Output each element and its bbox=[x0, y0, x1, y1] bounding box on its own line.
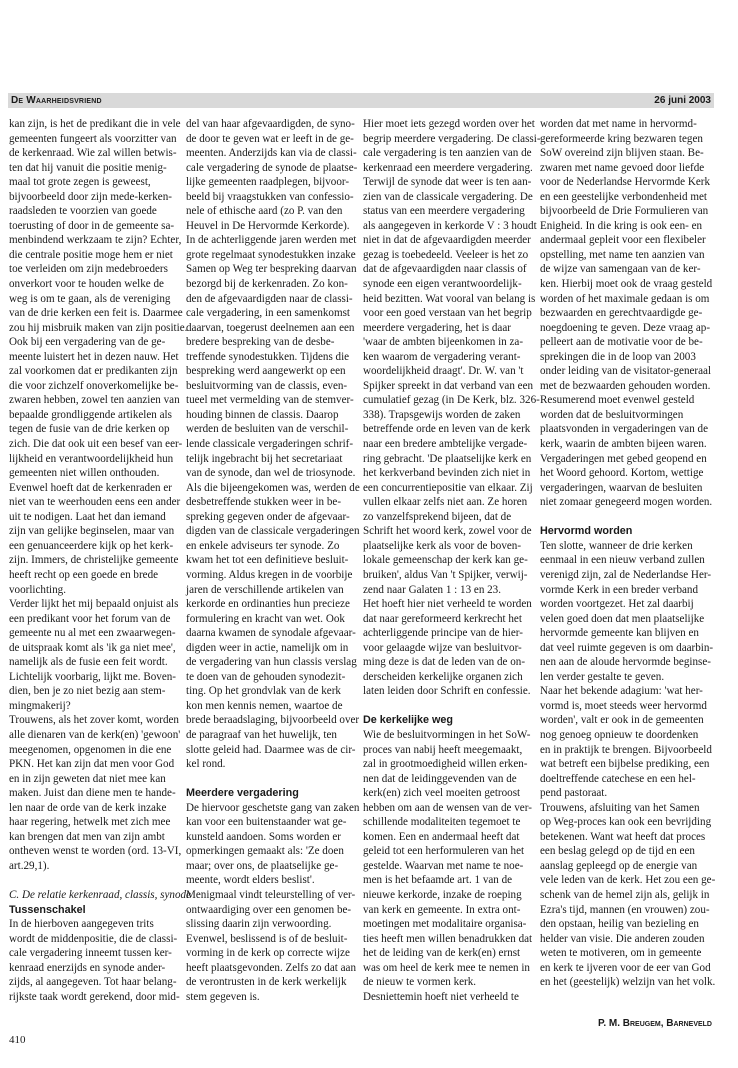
text-line: nog genoeg opnieuw te doordenken bbox=[540, 728, 699, 741]
text-line: voor een goed verstaan van het begrip bbox=[363, 307, 532, 320]
text-line: kenraad enerzijds en synode ander- bbox=[9, 961, 166, 974]
text-line: Enigheid. In die kring is ook een- en bbox=[540, 219, 703, 232]
text-line: men is het befaamde art. 1 van de bbox=[363, 874, 513, 887]
text-line: achterliggende principe van de hier- bbox=[363, 627, 523, 640]
text-line: nen dat de leidinggevenden van de bbox=[363, 772, 517, 785]
text-line: kan zijn, is het de predikant die in vele bbox=[9, 118, 181, 130]
text-line: Hier moet iets gezegd worden over het bbox=[363, 118, 535, 130]
text-line: stem gegeven is. bbox=[186, 990, 260, 1003]
text-line: Verder lijkt het mij bepaald onjuist als bbox=[9, 598, 179, 611]
text-line: het de leiding van de kerk(en) ernst bbox=[363, 947, 521, 960]
text-line: Evenwel, beslissend is of de besluit- bbox=[186, 932, 348, 945]
text-line: betekenen. Want wat heeft dat proces bbox=[540, 830, 706, 843]
text-line: Ook bij een vergadering van de ge- bbox=[9, 336, 166, 349]
text-line: Het hoeft hier niet verheeld te worden bbox=[363, 598, 532, 611]
text-line: op Weg-proces kan ook een bevrijding bbox=[540, 816, 712, 829]
text-line: en in praktijk te brengen. Bijvoorbeeld bbox=[540, 743, 712, 756]
section-heading: Tussenschakel bbox=[9, 903, 86, 916]
text-line: gezag is toebedeeld. Veeleer is het zo bbox=[363, 248, 529, 261]
text-line: alle dienaren van de kerk(en) 'gewoon' bbox=[9, 728, 181, 741]
text-line: den opstaan, heilig van bezieling en bbox=[540, 918, 699, 931]
text-line: zijds, al aangegeven. Tot haar belang- bbox=[9, 976, 177, 989]
text-line: dat de afgevaardigden naar classis of bbox=[363, 263, 527, 276]
text-line: cale vergadering inneemt tussen ker- bbox=[9, 947, 172, 960]
section-category: C. De relatie kerkenraad, classis, synode bbox=[9, 888, 191, 901]
text-line: kan voor een buitenstaander wat ge- bbox=[186, 816, 347, 829]
text-line: heid bezitten. Wat vooral van belang is bbox=[363, 292, 536, 305]
paragraph-gap bbox=[540, 510, 708, 525]
text-line: eenmaal in een nieuw verband zullen bbox=[540, 554, 705, 567]
text-line: onverkort voor te houden welke de bbox=[9, 278, 164, 291]
text-line: proces van nabij heeft meegemaakt, bbox=[363, 743, 523, 756]
text-line: PKN. Het kan zijn dat men voor God bbox=[9, 758, 175, 771]
text-line: digden van de classicale vergaderingen bbox=[186, 525, 360, 538]
text-line: Heuvel in De Hervormde Kerkorde). bbox=[186, 219, 350, 232]
text-line: wordt de middenpositie, die de classi- bbox=[9, 932, 178, 945]
text-line: art.29,1). bbox=[9, 859, 50, 872]
text-line: lijke gemeenten raadplegen, bijvoor- bbox=[186, 176, 350, 189]
text-column-2 bbox=[186, 117, 360, 1004]
text-line: aanslag gepleegd op de energie van bbox=[540, 859, 698, 872]
text-line: en in zijn geweten dat niet mee kan bbox=[9, 772, 166, 785]
text-line: kwam het tot een definitieve besluit- bbox=[186, 554, 349, 567]
text-line: houding binnen de classis. Daarop bbox=[186, 408, 339, 421]
issue-date: 26 juni 2003 bbox=[654, 95, 711, 106]
text-line: Naar het bekende adagium: 'wat her- bbox=[540, 685, 703, 698]
text-line: zijn. Immers, de christelijke gemeente bbox=[9, 554, 179, 567]
text-line: 'waar de ambten bijeenkomen in za- bbox=[363, 336, 524, 349]
text-line: ties heeft men willen benadrukken dat bbox=[363, 932, 533, 945]
text-line: grote regelmaat synodestukken inzake bbox=[186, 248, 356, 261]
text-line: del van haar afgevaardigden, de syno- bbox=[186, 118, 355, 130]
text-line: uit te nodigen. Laat het dan iemand bbox=[9, 510, 166, 523]
text-line: begrip meerdere vergadering. De classi- bbox=[363, 132, 541, 145]
text-line: status van een meerdere vergadering bbox=[363, 205, 525, 218]
text-line: niet in dat de afgevaardigden meerder bbox=[363, 234, 531, 247]
text-line: doeltreffende catechese en een hel- bbox=[540, 772, 696, 785]
text-line: besluitvorming van de classis, even- bbox=[186, 379, 348, 392]
text-line: van kerk en gemeente. In extra ont- bbox=[363, 903, 521, 916]
text-line: kel rond. bbox=[186, 758, 226, 771]
author-signature: P. M. Breugem, Barneveld bbox=[597, 1018, 712, 1029]
text-line: gemeente nu al met een zwaarwegen- bbox=[9, 627, 176, 640]
text-line: vormd is, moet steeds weer hervormd bbox=[540, 699, 707, 712]
text-line: ming deze is dat de leden van de on- bbox=[363, 656, 526, 669]
text-line: niet zomaar genegeerd mogen worden. bbox=[540, 496, 713, 509]
text-line: weten te motiveren, om in gemeente bbox=[540, 947, 702, 960]
text-line: bredere bespreking van de desbe- bbox=[186, 336, 335, 349]
text-line: verenigd zijn, zal de Nederlandse Her- bbox=[540, 568, 712, 581]
text-line: Vergaderingen met gebed geopend en bbox=[540, 452, 707, 465]
text-line: tueel met vermelding van de stemver- bbox=[186, 394, 354, 407]
text-line: SoW overeind zijn blijven staan. Be- bbox=[540, 147, 704, 160]
text-line: naar een bredere ambtelijke vergade- bbox=[363, 438, 528, 451]
text-line: een predikant voor het forum van de bbox=[9, 612, 171, 625]
text-line: kerk(en) zich veel moeiten getroost bbox=[363, 787, 521, 800]
text-line: Wie de besluitvormingen in het SoW- bbox=[363, 728, 531, 741]
text-line: opstelling, met name ten aanzien van bbox=[540, 248, 705, 261]
text-line: In de hierboven aangegeven trits bbox=[9, 918, 154, 931]
text-line: zou hij misbruik maken van zijn positie. bbox=[9, 321, 188, 334]
text-line: Resumerend moet evenwel gesteld bbox=[540, 394, 695, 407]
text-line: vullen elkaar zelfs niet aan. Ze horen bbox=[363, 496, 528, 509]
text-line: ken waarom de vergadering verant- bbox=[363, 350, 521, 363]
text-line: die centrale positie moge hem er niet bbox=[9, 248, 173, 261]
text-line: meente luistert het in dezen nauw. Het bbox=[9, 350, 179, 363]
text-line: kerkenraad een meerdere vergadering. bbox=[363, 161, 533, 174]
section-heading: De kerkelijke weg bbox=[363, 714, 454, 727]
text-line: haar regering, hetwelk met zich mee bbox=[9, 816, 171, 829]
text-line: de kerkenraad. Wie zal willen betwis- bbox=[9, 147, 177, 160]
text-line: synode een eigen verantwoordelijk- bbox=[363, 278, 522, 291]
text-line: worden', valt er ook in de gemeenten bbox=[540, 714, 704, 727]
text-line: desbetreffende stukken weer in be- bbox=[186, 496, 342, 509]
text-line: gestelde. Waarvan met name te noe- bbox=[363, 859, 524, 872]
text-line: van de drie kerken een feit is. Daarmee bbox=[9, 307, 183, 320]
text-line: was om heel de kerk mee te nemen in bbox=[363, 961, 530, 974]
text-line: pelleert aan de motivatie voor de be- bbox=[540, 336, 703, 349]
text-line: de nieuw te vormen kerk. bbox=[363, 976, 477, 989]
publication-name: De Waarheidsvriend bbox=[11, 95, 102, 106]
text-line: helder van visie. Die anderen zouden bbox=[540, 932, 705, 945]
text-line: bezwaarden en gerechtvaardigde ge- bbox=[540, 307, 703, 320]
text-line: len verder gestalte te geven. bbox=[540, 670, 665, 683]
text-line: ontheven wenst te worden (ord. 13-VI, bbox=[9, 845, 182, 858]
text-line: moetingen met modalitaire organisa- bbox=[363, 918, 527, 931]
paragraph-gap bbox=[186, 772, 354, 787]
text-line: de uitspraak komt als 'ik ga niet mee', bbox=[9, 641, 176, 654]
text-line: nen aan de aloude hervormde beginse- bbox=[540, 656, 711, 669]
text-line: Evenwel hoeft dat de kerkenraden er bbox=[9, 481, 172, 494]
text-line: rijkste taak wordt gerekend, door mid- bbox=[9, 990, 180, 1003]
text-line: nieuwe kerkorde, inzake de roeping bbox=[363, 888, 522, 901]
text-line: Ezra's tijd, mannen (en vrouwen) zou- bbox=[540, 903, 710, 916]
text-line: schenk van de hemel zijn als, gelijk in bbox=[540, 888, 710, 901]
text-line: en enkele adviseurs ter synode. Zo bbox=[186, 539, 340, 552]
text-line: ten dat hij vanuit die positie menig- bbox=[9, 161, 167, 174]
text-line: In de achterliggende jaren werden met bbox=[186, 234, 357, 247]
text-line: brede beraadslaging, bijvoorbeeld over bbox=[186, 714, 360, 727]
text-line: toerusting of door in de gemeente sa- bbox=[9, 219, 175, 232]
paragraph-gap bbox=[363, 699, 531, 714]
text-line: velen goed doen dat men plaatselijke bbox=[540, 612, 705, 625]
text-line: telijk ingebracht bij het secretariaat bbox=[186, 452, 343, 465]
text-line: maken. Juist dan diene men te hande- bbox=[9, 787, 176, 800]
text-line: meegenomen, opgenomen in die ene bbox=[9, 743, 172, 756]
text-line: vorming. Aldus kregen in de voorbije bbox=[186, 568, 353, 581]
text-column-3 bbox=[363, 117, 541, 1004]
text-line: van de synode, dan wel de triosynode. bbox=[186, 467, 356, 480]
text-line: toe verleiden om zijn medebroeders bbox=[9, 263, 168, 276]
text-line: gemeenten niet willen onthouden. bbox=[9, 467, 160, 480]
text-line: heeft recht op een goede en brede bbox=[9, 568, 159, 581]
text-column-1 bbox=[9, 117, 191, 1004]
text-line: namelijk als de fusie een feit wordt. bbox=[9, 656, 168, 669]
text-line: wat betreft een bijbelse prediking, een bbox=[540, 758, 710, 771]
text-line: plaatsvonden in vergaderingen van de bbox=[540, 423, 708, 436]
text-line: spreking gegeven onder de afgevaar- bbox=[186, 510, 350, 523]
text-line: heeft plaatsgevonden. Zelfs zo dat aan bbox=[186, 961, 357, 974]
text-line: de wijze van samengaan van de ker- bbox=[540, 263, 701, 276]
text-line: betreffende orde en leven van de kerk bbox=[363, 423, 531, 436]
text-line: maar; over ons, de plaatselijke ge- bbox=[186, 859, 339, 872]
text-line: kerkorde en ordinanties hun precieze bbox=[186, 598, 350, 611]
text-line: Terwijl de synode dat weer is ten aan- bbox=[363, 176, 532, 189]
text-line: digden weer in actie, namelijk om in bbox=[186, 641, 349, 654]
text-line: jaren de verschillende artikelen van bbox=[186, 583, 344, 596]
text-line: ting. Op het grondvlak van de kerk bbox=[186, 685, 341, 698]
text-line: bijvoorbeeld de Drie Formulieren van bbox=[540, 205, 709, 218]
text-line: een beslag gelegd op de tijd en een bbox=[540, 845, 695, 858]
text-line: meerdere vergadering, het is daar bbox=[363, 321, 511, 334]
text-line: met de bezwaarden gehouden worden. bbox=[540, 379, 711, 392]
text-line: hebben om aan de wensen van de ver- bbox=[363, 801, 532, 814]
text-line: De hiervoor geschetste gang van zaken bbox=[186, 801, 360, 814]
text-line: cumulatief gezag (in De Kerk, blz. 326- bbox=[363, 394, 540, 407]
text-line: worden voortgezet. Het zal daarbij bbox=[540, 598, 694, 611]
text-line: weg is om te gaan, als de vereniging bbox=[9, 292, 171, 305]
text-line: nele of ethische aard (zo P. van den bbox=[186, 205, 343, 218]
text-line: lijkheid en verantwoordelijkheid hun bbox=[9, 452, 174, 465]
text-line: de verontrusten in de kerk werkelijk bbox=[186, 976, 347, 989]
text-line: vergaderingen, waarvan de besluiten bbox=[540, 481, 703, 494]
text-line: een genuanceerdere kijk op het kerk- bbox=[9, 539, 174, 552]
text-line: Trouwens, afsluiting van het Samen bbox=[540, 801, 700, 814]
text-line: dat veel ruimte gegeven is om daarbin- bbox=[540, 641, 714, 654]
section-heading: Hervormd worden bbox=[540, 525, 633, 538]
text-line: worden dat met name in hervormd- bbox=[540, 118, 697, 130]
text-line: bijvoorbeeld door zijn mede-kerken- bbox=[9, 190, 172, 203]
text-line: laten leiden door Schrift en confessie. bbox=[363, 685, 531, 698]
text-line: onder leiding van de visitator-generaal bbox=[540, 365, 712, 378]
text-line: opmerkingen gemaakt als: 'Ze doen bbox=[186, 845, 344, 858]
text-line: dat naar gereformeerd kerkrecht het bbox=[363, 612, 522, 625]
text-line: het Woord gehoord. Kortom, wettige bbox=[540, 467, 704, 480]
text-line: kan brengen dat men van zijn ambt bbox=[9, 830, 165, 843]
text-line: Spijker spreekt in dat verband van een bbox=[363, 379, 534, 392]
text-line: 338). Trapsgewijs worden de zaken bbox=[363, 408, 521, 421]
text-line: als aangegeven in kerkorde V : 3 houdt bbox=[363, 219, 537, 232]
text-line: komen. Een en andermaal heeft dat bbox=[363, 830, 520, 843]
text-line: Desniettemin hoeft niet verheeld te bbox=[363, 990, 519, 1003]
text-line: tegen de fusie van de drie kerken op bbox=[9, 423, 170, 436]
text-line: zend naar Galaten 1 : 13 en 23. bbox=[363, 583, 502, 596]
text-line: zich. Die dat ook uit een besef van eer- bbox=[9, 438, 183, 451]
text-line: plaatselijke kerk als voor de boven- bbox=[363, 539, 522, 552]
text-line: cale vergadering de synode de plaatse- bbox=[186, 161, 358, 174]
text-line: en het (geestelijk) welzijn van het volk. bbox=[540, 976, 716, 989]
text-line: zwaren met name gevoed door liefde bbox=[540, 161, 705, 174]
text-line: een concurrentiepositie van elkaar. Zij bbox=[363, 481, 533, 494]
text-line: te doen van de gehouden synodezit- bbox=[186, 670, 346, 683]
paragraph-gap bbox=[9, 873, 177, 888]
text-line: en een geestelijke verbondenheid met bbox=[540, 190, 707, 203]
text-line: slotte geleid had. Daarmee was de cir- bbox=[186, 743, 356, 756]
text-line: woordelijkheid draagt'. Dr. W. van 't bbox=[363, 365, 524, 378]
text-line: en kerk te ijveren voor de eer van God bbox=[540, 961, 711, 974]
section-heading: Meerdere vergadering bbox=[186, 787, 299, 800]
text-line: de vergadering van hun classis verslag bbox=[186, 656, 357, 669]
text-line: gemeenten fungeert als voorzitter van bbox=[9, 132, 177, 145]
text-line: Als die bijeengekomen was, werden de bbox=[186, 481, 360, 494]
text-line: derscheiden kerkelijke organen zich bbox=[363, 670, 523, 683]
text-line: de paragraaf van het huwelijk, ten bbox=[186, 728, 337, 741]
text-line: geleid tot een herformuleren van het bbox=[363, 845, 525, 858]
text-line: Menigmaal vindt teleurstelling of ver- bbox=[186, 888, 356, 901]
text-line: vorming in de kerk op correcte wijze bbox=[186, 947, 350, 960]
text-line: niet van te weerhouden eens een ander bbox=[9, 496, 181, 509]
text-line: worden of het maximale gedaan is om bbox=[540, 292, 710, 305]
text-line: pend pastoraat. bbox=[540, 787, 608, 800]
text-line: slissing daarin zijn verwoording. bbox=[186, 918, 332, 931]
text-line: treffende synodestukken. Tijdens die bbox=[186, 350, 350, 363]
text-line: voor de Nederlandse Hervormde Kerk bbox=[540, 176, 711, 189]
text-line: meente, wordt elders beslist'. bbox=[186, 874, 315, 887]
text-line: die voor zichzelf onoverkomelijke be- bbox=[9, 379, 179, 392]
text-line: werden de besluiten van de verschil- bbox=[186, 423, 349, 436]
text-line: mingmakerij? bbox=[9, 699, 71, 712]
text-line: vormde Kerk in een breder verband bbox=[540, 583, 699, 596]
text-line: beeld bij vraagstukken van confessio- bbox=[186, 190, 354, 203]
text-line: worden dat de besluitvormingen bbox=[540, 408, 684, 421]
text-line: ontwaardiging over een genomen be- bbox=[186, 903, 352, 916]
text-line: cale vergadering is ten aanzien van de bbox=[363, 147, 532, 160]
text-line: bruiken', aldus Van 't Spijker, verwij- bbox=[363, 568, 528, 581]
text-line: kunsteld aandoen. Soms worden er bbox=[186, 830, 341, 843]
text-line: hervormde gemeente kan blijven en bbox=[540, 627, 699, 640]
page-number: 410 bbox=[9, 1034, 26, 1046]
text-line: Trouwens, als het zover komt, worden bbox=[9, 714, 179, 727]
text-line: ken. Hierbij moet ook de vraag gesteld bbox=[540, 278, 713, 291]
text-line: maal tot grote zegen is geweest, bbox=[9, 176, 151, 189]
text-line: kon men kennis nemen, waartoe de bbox=[186, 699, 343, 712]
text-line: sprekingen die in de loop van 2003 bbox=[540, 350, 696, 363]
text-line: dien, ben je zo niet bezig aan stem- bbox=[9, 685, 166, 698]
text-line: bezorgd bij de kerkenraden. Zo kon- bbox=[186, 278, 348, 291]
text-line: daarvan, toegerust deelnemen aan een bbox=[186, 321, 355, 334]
running-header bbox=[8, 93, 714, 108]
text-line: den de afgevaardigden naar de classi- bbox=[186, 292, 353, 305]
text-line: het kerkverband bevinden zich niet in bbox=[363, 467, 531, 480]
text-line: de door te geven wat er leeft in de ge- bbox=[186, 132, 354, 145]
text-line: meenten. Anderzijds kan via de classi- bbox=[186, 147, 357, 160]
text-line: voorlichting. bbox=[9, 583, 67, 596]
text-line: ring gebracht. 'De plaatselijke kerk en bbox=[363, 452, 532, 465]
text-line: zwaren hebben, zowel ten aanzien van bbox=[9, 394, 180, 407]
text-line: Schrift het woord kerk, zowel voor de bbox=[363, 525, 532, 538]
text-line: len naar de orde van de kerk inzake bbox=[9, 801, 167, 814]
text-line: vele leden van de kerk. Het zou een ge- bbox=[540, 874, 716, 887]
text-line: Ten slotte, wanneer de drie kerken bbox=[540, 539, 693, 552]
text-line: schillende modaliteiten tegemoet te bbox=[363, 816, 521, 829]
text-line: lokale gemeenschap der kerk kan ge- bbox=[363, 554, 528, 567]
text-line: zal voorkomen dat er predikanten zijn bbox=[9, 365, 178, 378]
text-line: Samen op Weg ter bespreking daarvan bbox=[186, 263, 357, 276]
text-line: bespreking werd aangewerkt op een bbox=[186, 365, 346, 378]
text-line: voor gelaagde wijze van besluitvor- bbox=[363, 641, 522, 654]
text-line: daarna kwamen de synodale afgevaar- bbox=[186, 627, 356, 640]
text-line: lende classicale vergaderingen schrif- bbox=[186, 438, 354, 451]
text-line: menbindend werkzaam te zijn? Echter, bbox=[9, 234, 182, 247]
text-line: zien van de classicale vergadering. De bbox=[363, 190, 533, 203]
text-line: andermaal gepleit voor een flexibeler bbox=[540, 234, 706, 247]
text-line: gereformeerde kring bezwaren tegen bbox=[540, 132, 703, 145]
text-line: bepaalde grondliggende artikelen als bbox=[9, 408, 172, 421]
text-column-4 bbox=[540, 117, 716, 990]
text-line: formulering en kracht van wet. Ook bbox=[186, 612, 345, 625]
text-line: zijn van gelijke beginselen, maar van bbox=[9, 525, 175, 538]
text-line: Lichtelijk voorbarig, lijkt me. Boven- bbox=[9, 670, 176, 683]
text-line: noegdoening te geven. Deze vraag ap- bbox=[540, 321, 711, 334]
text-line: zo vanzelfsprekend bijeen, dat de bbox=[363, 510, 512, 523]
text-line: zal in grootmoedigheid willen erken- bbox=[363, 758, 528, 771]
text-line: kerk, waarin de ambten bijeen waren. bbox=[540, 438, 707, 451]
text-line: cale vergadering, in een samenkomst bbox=[186, 307, 350, 320]
text-line: raadsleden te voorzien van goede bbox=[9, 205, 157, 218]
